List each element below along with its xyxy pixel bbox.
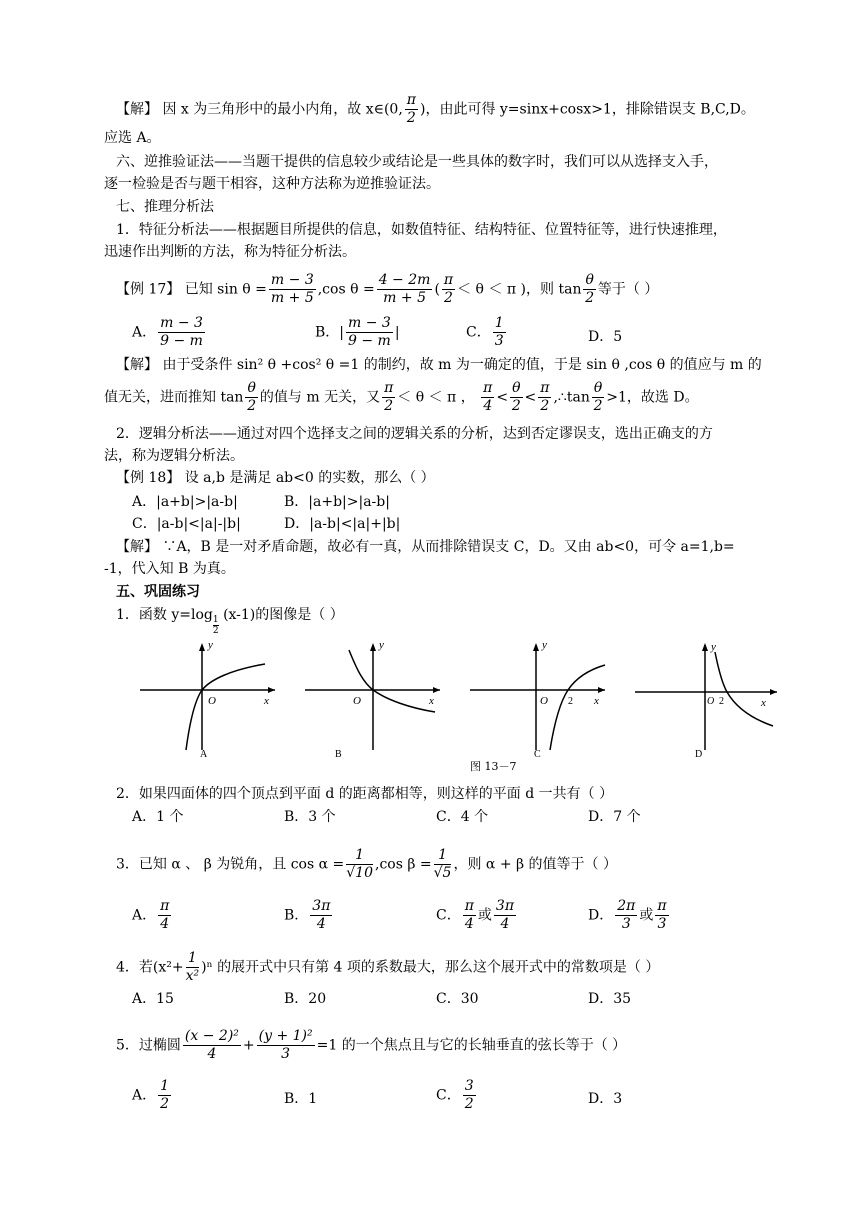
- option-c: C． $\frac{3}{2}$: [436, 1078, 474, 1112]
- graph-d: [635, 640, 785, 760]
- paragraph-line: 2．逻辑分析法——通过对四个选择支之间的逻辑关系的分析，达到否定谬误支，选出正确支的方: [116, 426, 713, 442]
- question-3: 3．已知 α 、 β 为锐角，且 cos α = $\frac{1}{√10}$ ,cos β = $\frac{1}{√5}$ ，则 α + β 的值等于（ ）: [116, 847, 617, 881]
- svg-text:x: x: [594, 695, 599, 707]
- option-d: D．5: [588, 329, 623, 345]
- graph-label-a: A: [200, 749, 208, 760]
- svg-text:y: y: [542, 640, 547, 651]
- svg-text:y: y: [208, 640, 213, 651]
- paragraph-line: 法，称为逻辑分析法。: [104, 448, 244, 464]
- svg-text:y: y: [379, 640, 384, 651]
- figure-caption: 图 13－7: [470, 760, 517, 773]
- svg-text:O: O: [353, 695, 361, 707]
- paragraph-line: 迅速作出判断的方法，称为特征分析法。: [104, 244, 356, 260]
- option-b: B．| $\frac{m - 3}{9 - m}$ |: [315, 315, 400, 349]
- svg-text:2: 2: [568, 696, 573, 707]
- svg-text:O: O: [707, 696, 715, 707]
- option-c: C．30: [436, 991, 479, 1007]
- svg-text:2: 2: [719, 696, 724, 707]
- option-b: B．1: [284, 1091, 318, 1107]
- question-4: 4．若(x²+ $\frac{1}{\text{x²}}$ )ⁿ 的展开式中只有第 4 项的系数最大，那么这个展开式中的常数项是（ ）: [116, 950, 660, 984]
- graph-label-b: B: [335, 749, 342, 760]
- svg-text:x: x: [761, 697, 766, 709]
- solution-line: 值无关，进而推知 tan $\frac{\theta}{2}$ 的值与 m 无关，又 $\frac{\pi}{2}$ ＜ θ ＜ π ， $\frac{\pi}{4}$ < $\frac{\theta}{2}$ < $\frac{\pi}{2}$ ,∴tan $\frac{\theta}{2}$ >1，故选 D。: [104, 380, 699, 414]
- graph-label-c: C: [534, 749, 541, 760]
- option-b: B．3 个: [284, 809, 336, 825]
- svg-text:y: y: [711, 641, 716, 653]
- option-c: C． $\frac{\pi}{4}$ 或 $\frac{3\pi}{4}$: [436, 898, 515, 932]
- solution-line: 【解】 由于受条件 sin² θ +cos² θ =1 的制约，故 m 为一确定的值，于是 sin θ ,cos θ 的值应与 m 的: [116, 357, 762, 373]
- graph-b: [305, 640, 445, 760]
- option-c: C． $\frac{1}{3}$: [466, 315, 504, 349]
- option-c: C．|a-b|<|a|-|b|: [132, 516, 241, 532]
- option-b: B．20: [284, 991, 327, 1007]
- section-heading: 五、巩固练习: [116, 584, 200, 600]
- option-a: A．15: [132, 991, 174, 1007]
- svg-text:x: x: [264, 695, 269, 707]
- paragraph-line: 六、逆推验证法——当题干提供的信息较少或结论是一些具体的数字时，我们可以从选择支入手，: [116, 154, 718, 170]
- solution-line: 应选 A。: [104, 130, 161, 146]
- option-c: C．4 个: [436, 809, 489, 825]
- svg-text:x: x: [429, 695, 434, 707]
- question-1: 1．函数 y=log $\frac{1}{2}$ (x-1)的图像是（ ）: [116, 607, 344, 636]
- question-5: 5．过椭圆 $\frac{\text{(x − 2)²}}{4}$ + $\frac{\text{(y + 1)²}}{3}$ =1 的一个焦点且与它的长轴垂直的弦长等于（ ）: [116, 1028, 627, 1062]
- option-d: D． $\frac{2\pi}{3}$ 或 $\frac{\pi}{3}$: [588, 898, 667, 932]
- graph-label-d: D: [695, 749, 703, 760]
- graph-a: [140, 640, 280, 760]
- example-17: 【例 17】 已知 sin θ = $\frac{m - 3}{m + 5}$ ,cos θ = $\frac{4 - 2m}{m + 5}$ ( $\frac{\pi}{2}$ ＜ θ ＜ π )，则 tan $\frac{\theta}{2}$ 等于（ ）: [116, 272, 659, 306]
- section-heading: 七、推理分析法: [116, 199, 214, 215]
- solution-line: 【解】 ∵A，B 是一对矛盾命题，故必有一真，从而排除错误支 C，D。又由 ab<0，可令 a=1,b=: [116, 539, 735, 555]
- svg-text:O: O: [540, 695, 548, 707]
- svg-text:O: O: [208, 695, 216, 707]
- solution-line: 【解】 因 x 为三角形中的最小内角，故 x∈(0, $\frac{\pi}{2}$ )，由此可得 y=sinx+cosx>1，排除错误支 B,C,D。: [116, 92, 755, 126]
- option-b: B．|a+b|>|a-b|: [284, 494, 390, 510]
- option-a: A． $\frac{m - 3}{9 - m}$: [132, 315, 203, 349]
- option-a: A． $\frac{\pi}{4}$: [132, 898, 170, 932]
- solution-line: -1，代入知 B 为真。: [104, 561, 235, 577]
- question-2: 2．如果四面体的四个顶点到平面 d 的距离都相等，则这样的平面 d 一共有（ ）: [116, 786, 614, 802]
- paragraph-line: 1．特征分析法——根据题目所提供的信息，如数值特征、结构特征、位置特征等，进行快速推理，: [116, 222, 727, 238]
- option-d: D．35: [588, 991, 632, 1007]
- graph-c: [470, 640, 610, 760]
- paragraph-line: 逐一检验是否与题干相容，这种方法称为逆推验证法。: [104, 176, 440, 192]
- option-b: B． $\frac{3\pi}{4}$: [284, 898, 331, 932]
- option-d: D．|a-b|<|a|+|b|: [284, 516, 401, 532]
- option-a: A．|a+b|>|a-b|: [132, 494, 238, 510]
- option-a: A．1 个: [132, 809, 184, 825]
- option-a: A． $\frac{1}{2}$: [132, 1078, 170, 1112]
- option-d: D．7 个: [588, 809, 641, 825]
- example-18: 【例 18】 设 a,b 是满足 ab<0 的实数，那么（ ）: [116, 470, 435, 486]
- option-d: D．3: [588, 1091, 623, 1107]
